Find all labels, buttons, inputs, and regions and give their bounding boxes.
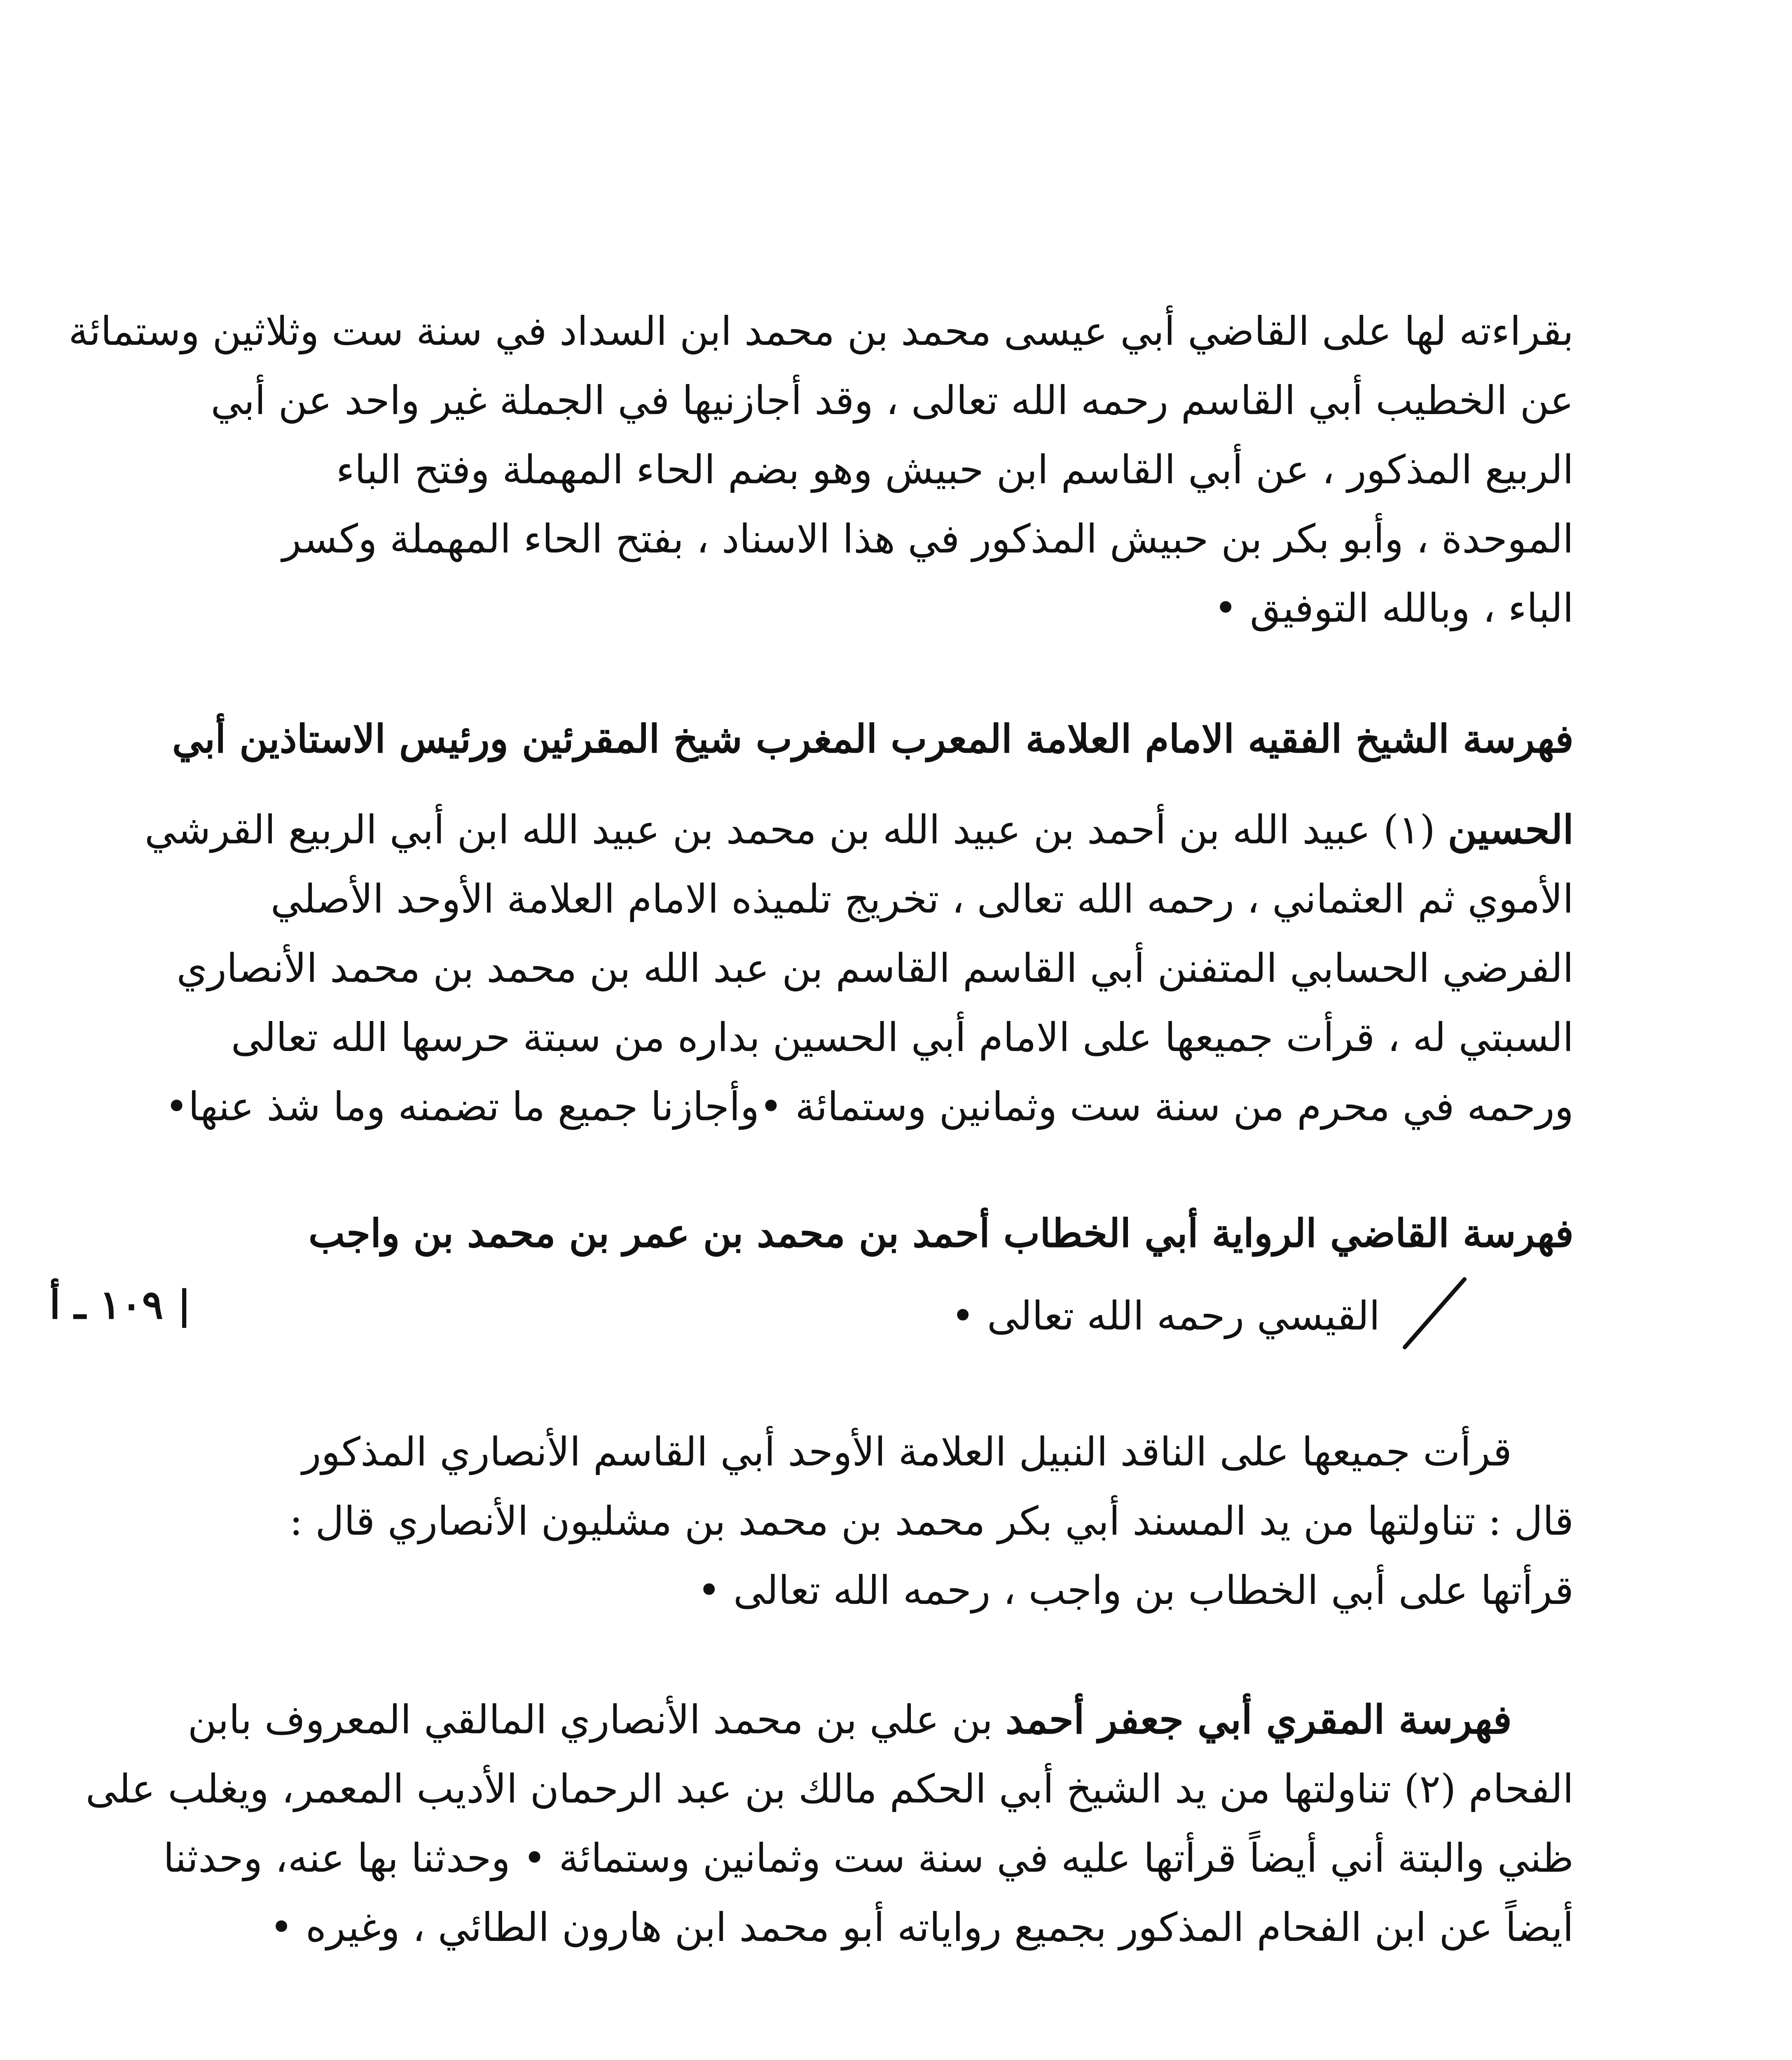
section-2-line: ورحمه في محرم من سنة ست وثمانين وستمائة •وأجازنا جميع ما تضمنه وما شذ عنها• xyxy=(165,1084,1574,1130)
paragraph-1-line: الربيع المذكور ، عن أبي القاسم ابن حبيش وهو بضم الحاء المهملة وفتح الباء xyxy=(336,447,1574,493)
section-4-line: الفحام (٢) تناولتها من يد الشيخ أبي الحكم مالك بن عبد الرحمان الأديب المعمر، ويغلب على xyxy=(85,1766,1574,1812)
section-3-body xyxy=(227,1417,1574,1625)
section-4-line: أيضاً عن ابن الفحام المذكور بجميع رواياته أبو محمد ابن هارون الطائي ، وغيره • xyxy=(269,1904,1574,1950)
paragraph-1-line: عن الخطيب أبي القاسم رحمه الله تعالى ، وقد أجازنيها في الجملة غير واحد عن أبي xyxy=(211,377,1574,424)
section-3-line: قرأت جميعها على الناقد النبيل العلامة الأوحد أبي القاسم الأنصاري المذكور xyxy=(302,1429,1512,1475)
section-2-first-rest: (١) عبيد الله بن أحمد بن عبيد الله بن محمد بن عبيد الله ابن أبي الربيع القرشي xyxy=(145,807,1448,853)
section-2-line: الفرضي الحسابي المتفنن أبي القاسم القاسم بن عبد الله بن محمد بن محمد الأنصاري xyxy=(176,945,1574,991)
section-4-first-rest: بن علي بن محمد الأنصاري المالقي المعروف بابن xyxy=(187,1697,1006,1743)
section-4-line: ظني والبتة أني أيضاً قرأتها عليه في سنة ست وثمانين وستمائة • وحدثنا بها عنه، وحدثنا xyxy=(163,1835,1574,1881)
slash-mark-icon xyxy=(1397,1273,1471,1351)
section-2-heading: فهرسة الشيخ الفقيه الامام العلامة المعرب المغرب شيخ المقرئين ورئيس الاستاذين أبي xyxy=(172,716,1574,762)
paragraph-1-line: الباء ، وبالله التوفيق • xyxy=(1214,585,1574,631)
section-2-first-line xyxy=(145,795,1574,864)
section-2-line: السبتي له ، قرأت جميعها على الامام أبي الحسين بداره من سبتة حرسها الله تعالى xyxy=(231,1014,1574,1060)
margin-folio-note: | ١٠٩ ـ أ xyxy=(49,1281,192,1328)
paragraph-1-line: بقراءته لها على القاضي أبي عيسى محمد بن محمد ابن السداد في سنة ست وثلاثين وستمائة xyxy=(68,308,1574,354)
section-3-line: قال : تناولتها من يد المسند أبي بكر محمد بن محمد بن مشليون الأنصاري قال : xyxy=(289,1498,1574,1544)
section-4-first-line xyxy=(187,1685,1574,1754)
section-2-line: الأموي ثم العثماني ، رحمه الله تعالى ، تخريج تلميذه الامام العلامة الأوحد الأصلي xyxy=(270,876,1574,922)
section-2-body xyxy=(145,795,1574,1141)
section-3-heading-continued: القيسي رحمه الله تعالى • xyxy=(951,1293,1380,1339)
section-3-line: قرأتها على أبي الخطاب بن واجب ، رحمه الله تعالى • xyxy=(697,1567,1574,1613)
paragraph-1 xyxy=(68,297,1574,643)
paragraph-1-line: الموحدة ، وأبو بكر بن حبيش المذكور في هذا الاسناد ، بفتح الحاء المهملة وكسر xyxy=(282,516,1574,562)
section-4-title-start: فهرسة المقري أبي جعفر أحمد xyxy=(1005,1696,1512,1743)
section-4-body xyxy=(85,1685,1574,1962)
section-2-name-start: الحسين xyxy=(1448,806,1574,853)
section-3-heading: فهرسة القاضي الرواية أبي الخطاب أحمد بن محمد بن عمر بن محمد بن واجب xyxy=(308,1211,1574,1256)
